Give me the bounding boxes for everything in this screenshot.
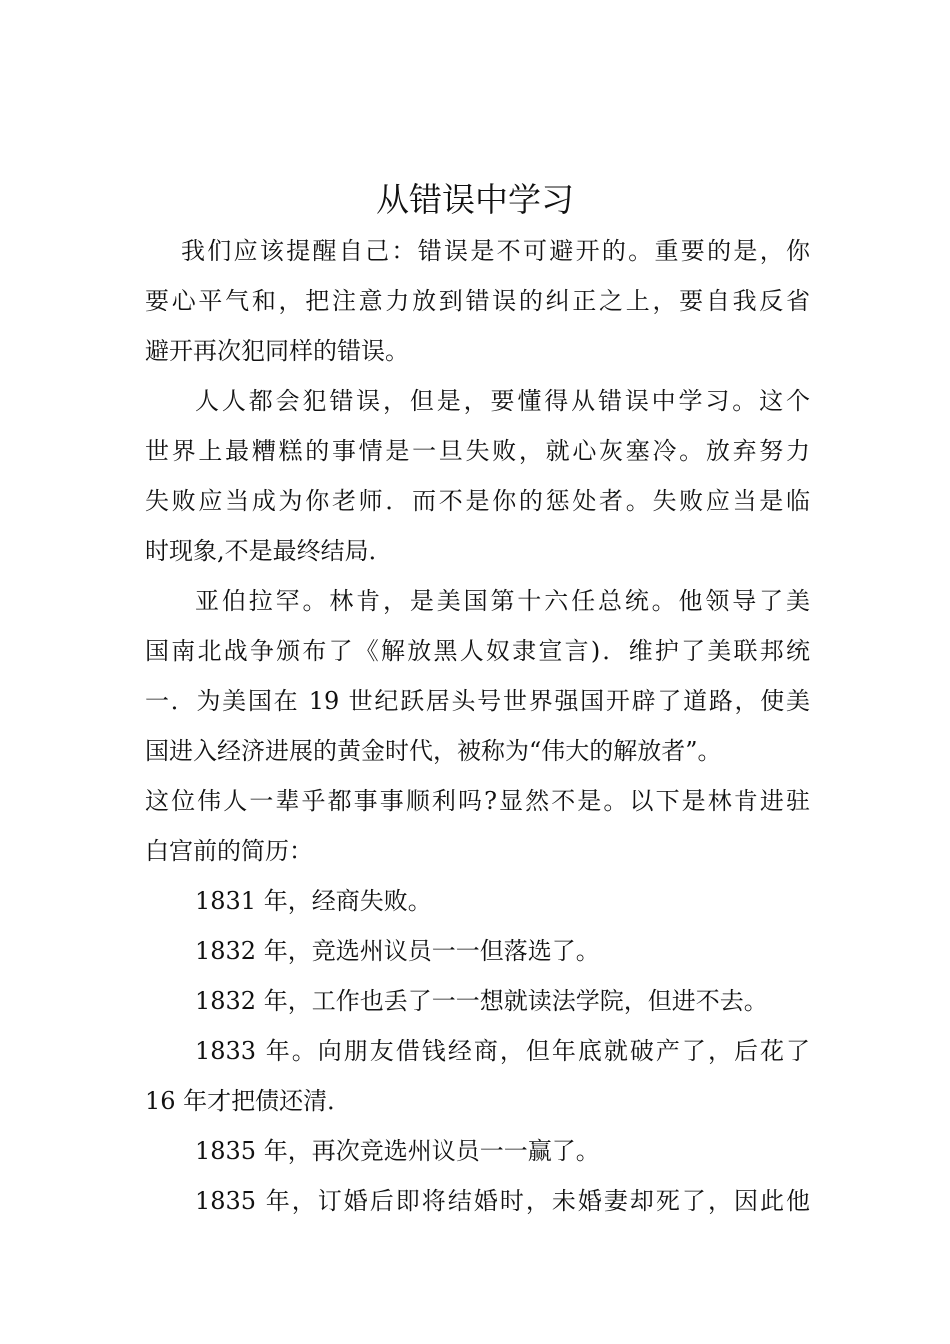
list-item: 1835 年，再次竞选州议员一一赢了。 (195, 1137, 600, 1165)
paragraph-line: 国南北战争颁布了《解放黑人奴隶宣言)．维护了美联邦统 (145, 637, 810, 665)
list-item: 1833 年。向朋友借钱经商，但年底就破产了，后花了 (195, 1037, 810, 1065)
paragraph-line: 亚伯拉罕。林肯，是美国第十六任总统。他领导了美 (195, 587, 810, 615)
paragraph-line: 要心平气和，把注意力放到错误的纠正之上，要自我反省 (145, 287, 810, 315)
document-title: 从错误中学习 (376, 180, 574, 219)
list-item: 1832 年，工作也丢了一一想就读法学院，但进不去。 (195, 987, 768, 1015)
list-item-continuation: 16 年才把债还清． (145, 1087, 352, 1115)
list-item: 1832 年，竞选州议员一一但落选了。 (195, 937, 600, 965)
list-item: 1831 年，经商失败。 (195, 887, 432, 915)
paragraph-line: 白宫前的简历： (145, 837, 313, 865)
paragraph-line: 一．为美国在 19 世纪跃居头号世界强国开辟了道路，使美 (145, 687, 810, 715)
paragraph-line: 我们应该提醒自己：错误是不可避开的。重要的是，你 (181, 237, 810, 265)
paragraph-line: 这位伟人一辈乎都事事顺利吗?显然不是。以下是林肯进驻 (145, 787, 810, 815)
paragraph-line: 人人都会犯错误，但是，要懂得从错误中学习。这个 (195, 387, 810, 415)
paragraph-line: 世界上最糟糕的事情是一旦失败，就心灰塞冷。放弃努力 (145, 437, 810, 465)
paragraph-line: 时现象,不是最终结局． (145, 537, 393, 565)
paragraph-line: 国进入经济进展的黄金时代，被称为“伟大的解放者”。 (145, 737, 722, 765)
document-body (145, 226, 810, 1226)
paragraph-line: 避开再次犯同样的错误。 (145, 337, 409, 365)
list-item: 1835 年，订婚后即将结婚时，未婚妻却死了，因此他 (195, 1187, 810, 1215)
paragraph-line: 失败应当成为你老师．而不是你的惩处者。失败应当是临 (145, 487, 810, 515)
